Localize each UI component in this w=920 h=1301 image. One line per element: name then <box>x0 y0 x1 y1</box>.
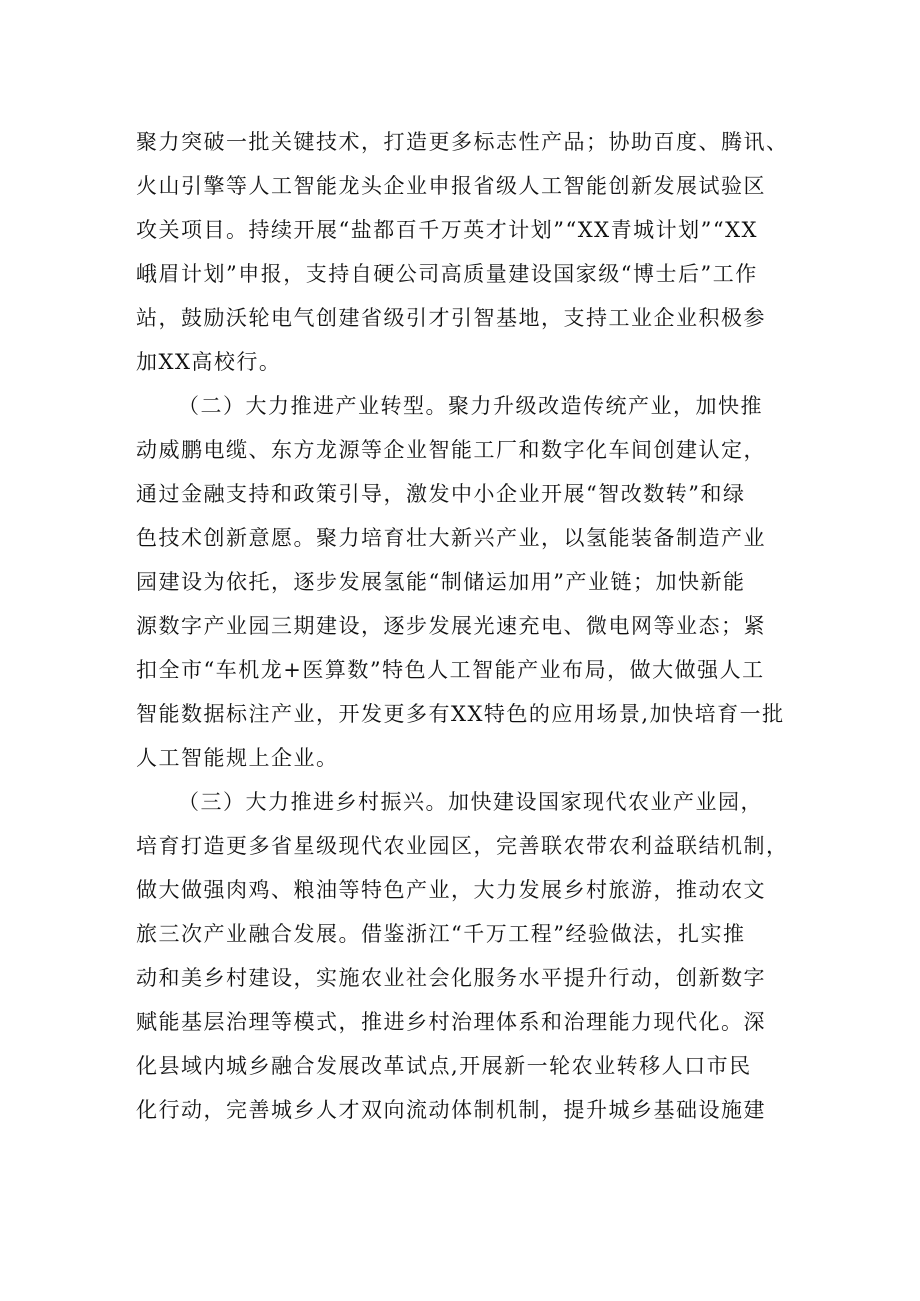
paragraph-3 <box>136 780 796 1132</box>
text-line: 源数字产业园三期建设，逐步发展光速充电、微电网等业态；紧 <box>136 614 766 638</box>
document-body <box>136 120 796 1132</box>
text-line: 赋能基层治理等模式，推进乡村治理体系和治理能力现代化。深 <box>136 1010 766 1034</box>
text-line: 化县域内城乡融合发展改革试点,开展新一轮农业转移人口市民 <box>136 1054 752 1078</box>
text-line: 园建设为依托，逐步发展氢能“制储运加用”产业链；加快新能 <box>136 570 746 594</box>
text-line: 做大做强肉鸡、粮油等特色产业，大力发展乡村旅游，推动农文 <box>136 878 766 902</box>
text-line: （三）大力推进乡村振兴。加快建设国家现代农业产业园， <box>178 790 763 814</box>
text-line: 旅三次产业融合发展。借鉴浙江“千万工程”经验做法，扎实推 <box>136 922 746 946</box>
text-line: 动威鹏电缆、东方龙源等企业智能工厂和数字化车间创建认定， <box>136 438 766 462</box>
paragraph-1 <box>136 120 796 384</box>
text-line: 动和美乡村建设，实施农业社会化服务水平提升行动，创新数字 <box>136 966 766 990</box>
text-line: 扣全市“车机龙+医算数”特色人工智能产业布局，做大做强人工 <box>136 658 765 682</box>
text-line: （二）大力推进产业转型。聚力升级改造传统产业，加快推 <box>178 394 763 418</box>
text-line: 火山引擎等人工智能龙头企业申报省级人工智能创新发展试验区 <box>136 174 766 198</box>
text-line: 聚力突破一批关键技术，打造更多标志性产品；协助百度、腾讯、 <box>136 130 789 154</box>
paragraph-2 <box>136 384 796 780</box>
text-line: 色技术创新意愿。聚力培育壮大新兴产业，以氢能装备制造产业 <box>136 526 766 550</box>
text-line: 化行动，完善城乡人才双向流动体制机制，提升城乡基础设施建 <box>136 1098 766 1122</box>
text-line: 峨眉计划”申报，支持自硬公司高质量建设国家级“博士后”工作 <box>136 262 758 286</box>
text-line: 加XX高校行。 <box>136 350 282 374</box>
text-line: 站，鼓励沃轮电气创建省级引才引智基地，支持工业企业积极参 <box>136 306 766 330</box>
text-line: 人工智能规上企业。 <box>136 746 339 770</box>
text-line: 通过金融支持和政策引导，激发中小企业开展“智改数转”和绿 <box>136 482 746 506</box>
text-line: 攻关项目。持续开展“盐都百千万英才计划”“XX青城计划”“XX <box>136 218 758 242</box>
text-line: 智能数据标注产业，开发更多有XX特色的应用场景,加快培育一批 <box>136 702 785 726</box>
text-line: 培育打造更多省星级现代农业园区，完善联农带农利益联结机制， <box>136 834 789 858</box>
